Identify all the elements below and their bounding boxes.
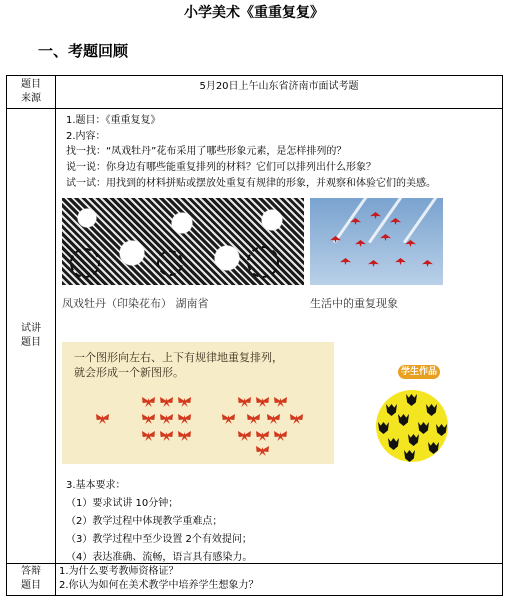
student-work-badge: 学生作品 (398, 365, 440, 379)
butterfly-pattern-image (62, 342, 334, 464)
qa-row (7, 564, 503, 596)
source-label-line-1: 题目 (21, 79, 41, 90)
qa-content (56, 564, 503, 596)
peony-fabric-image (62, 198, 304, 285)
trial-content (56, 109, 503, 564)
butterfly-icon (142, 431, 155, 441)
req-item: （3）教学过程中至少设置 2个有效提问； (66, 534, 252, 545)
try-line: 试一试：用找到的材料拼贴或摆放处重复有规律的形象，并观察和体验它们的美感。 (66, 178, 436, 189)
req-item: （2）教学过程中体现教学重难点； (66, 516, 223, 527)
trial-label (7, 109, 56, 564)
exam-table (6, 75, 503, 596)
req-item: （4）表达准确、流畅，语言具有感染力。 (66, 552, 253, 563)
butterfly-icon (222, 414, 235, 424)
find-line: 找一找：“凤戏牡丹”花布采用了哪些形象元素，是怎样排列的？ (66, 146, 347, 157)
topic-line: 1.题目：《重重复复》 (66, 115, 161, 126)
req-item: （1）要求试讲 10分钟； (66, 498, 179, 509)
butterfly-icon (178, 414, 191, 424)
qa-question: 2.你认为如何在美术教学中培养学生想象力？ (59, 580, 259, 591)
butterfly-text-2: 就会形成一个新图形。 (74, 366, 184, 379)
butterfly-icon (267, 414, 280, 424)
trial-label-line-1: 试讲 (21, 323, 41, 334)
butterfly-icon (256, 397, 269, 407)
qa-label-line-1: 答辩 (21, 566, 41, 577)
butterfly-icon (274, 397, 287, 407)
page-title: 小学美术《重重复复》 (184, 5, 324, 21)
plane-formation-image (310, 198, 443, 285)
butterfly-icon (256, 431, 269, 441)
say-line: 说一说：你身边有哪些能重复排列的材料？它们可以排列出什么形象？ (66, 162, 376, 173)
caption-repetition: 生活中的重复现象 (310, 297, 398, 310)
butterfly-icon (247, 414, 260, 424)
source-label (7, 76, 56, 109)
butterfly-icon (178, 397, 191, 407)
butterfly-icon (160, 414, 173, 424)
source-text: 5月20日上午山东省济南市面试考题 (199, 81, 359, 92)
source-label-line-2: 来源 (21, 93, 41, 104)
butterfly-icon (160, 397, 173, 407)
source-value (56, 76, 503, 109)
butterfly-icon (238, 397, 251, 407)
butterfly-icon (274, 431, 287, 441)
req-heading: 3.基本要求： (66, 480, 126, 491)
butterfly-icon (256, 446, 269, 456)
butterfly-icon (290, 414, 303, 424)
butterfly-icon (178, 431, 191, 441)
student-work-image (376, 390, 448, 462)
content-heading: 2.内容： (66, 131, 106, 142)
trial-label-line-2: 题目 (21, 337, 41, 348)
trial-row (7, 109, 503, 564)
qa-label-line-2: 题目 (21, 580, 41, 591)
butterfly-icon (142, 414, 155, 424)
qa-question: 1.为什么要考教师资格证？ (59, 566, 179, 577)
butterfly-icon (96, 414, 109, 424)
butterfly-text-1: 一个图形向左右、上下有规律地重复排列， (74, 351, 283, 364)
section-heading: 一、考题回顾 (38, 42, 129, 60)
butterfly-icon (160, 431, 173, 441)
caption-peony: 凤戏牡丹（印染花布） 湖南省 (62, 297, 209, 310)
qa-label (7, 564, 56, 596)
butterfly-icon (238, 431, 251, 441)
butterfly-icon (142, 397, 155, 407)
source-row (7, 76, 503, 109)
